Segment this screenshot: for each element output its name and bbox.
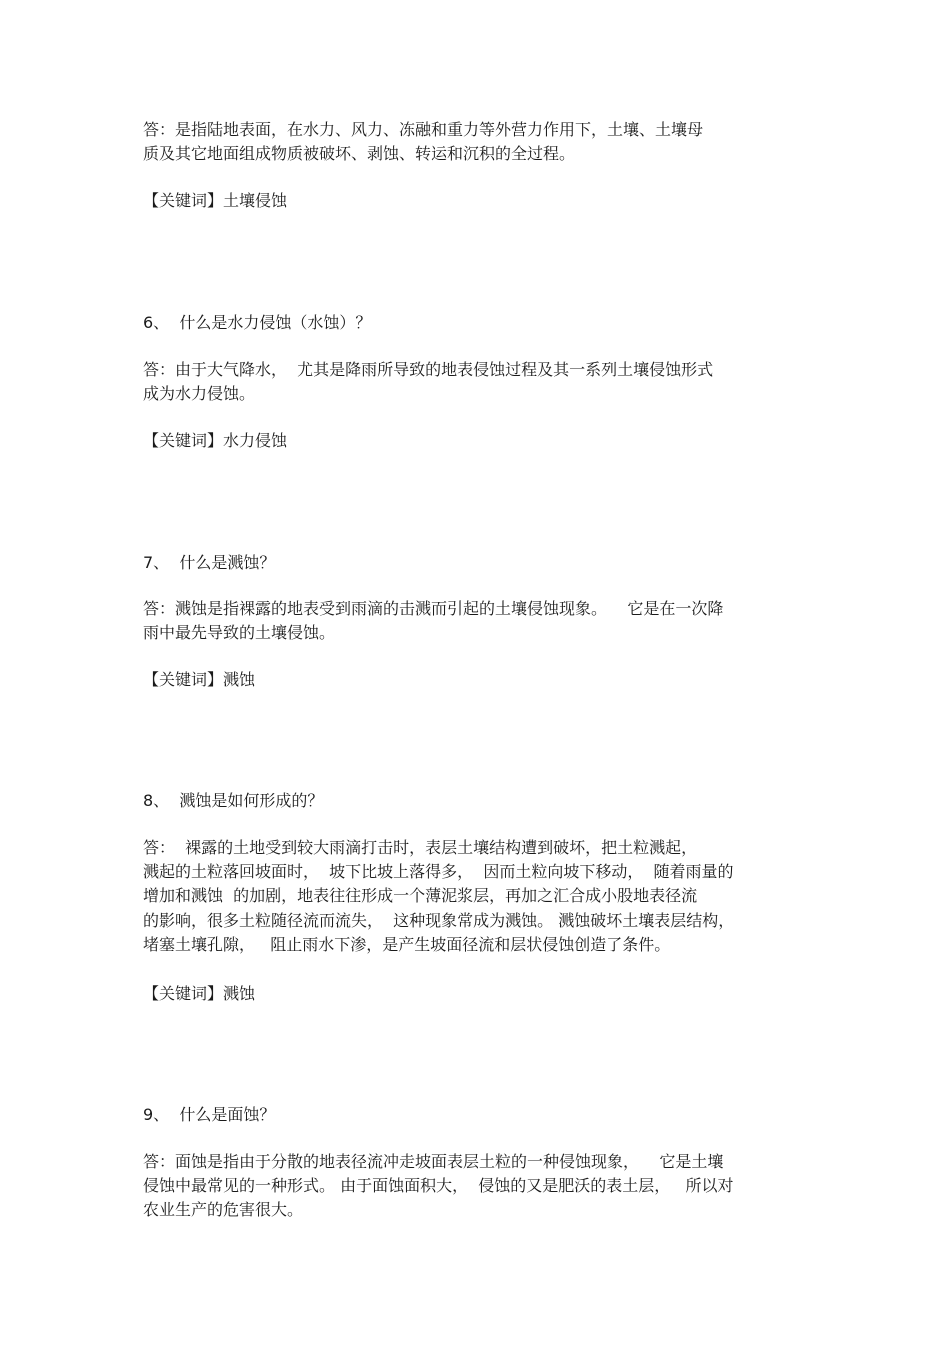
answer-7-line-1: 答：溅蚀是指裸露的地表受到雨滴的击溅而引起的土壤侵蚀现象。 它是在一次降 <box>143 599 724 618</box>
keyword-6: 【关键词】水力侵蚀 <box>143 431 288 450</box>
answer-7-line-2: 雨中最先导致的土壤侵蚀。 <box>143 623 336 642</box>
question-7: 7、 什么是溅蚀？ <box>143 553 276 572</box>
answer-6-line-1: 答：由于大气降水， 尤其是降雨所导致的地表侵蚀过程及其一系列土壤侵蚀形式 <box>143 360 714 379</box>
answer-6-line-2: 成为水力侵蚀。 <box>143 384 256 403</box>
answer-5-line-1: 答：是指陆地表面，在水力、风力、冻融和重力等外营力作用下，土壤、土壤母 <box>143 120 704 139</box>
answer-9-line-2: 侵蚀中最常见的一种形式。 由于面蚀面积大， 侵蚀的又是肥沃的表土层， 所以对 <box>143 1176 734 1195</box>
question-6: 6、 什么是水力侵蚀（水蚀）？ <box>143 313 372 332</box>
answer-8-line-4: 的影响，很多土粒随径流而流失， 这种现象常成为溅蚀。 溅蚀破坏土壤表层结构， <box>143 911 735 930</box>
answer-9-line-1: 答：面蚀是指由于分散的地表径流冲走坡面表层土粒的一种侵蚀现象， 它是土壤 <box>143 1152 724 1171</box>
answer-5-line-2: 质及其它地面组成物质被破坏、剥蚀、转运和沉积的全过程。 <box>143 144 576 163</box>
answer-8-line-5: 堵塞土壤孔隙， 阻止雨水下渗，是产生坡面径流和层状侵蚀创造了条件。 <box>143 935 671 954</box>
keyword-5: 【关键词】土壤侵蚀 <box>143 191 288 210</box>
answer-8-line-1: 答： 裸露的土地受到较大雨滴打击时，表层土壤结构遭到破坏，把土粒溅起， <box>143 838 698 857</box>
answer-9-line-3: 农业生产的危害很大。 <box>143 1200 304 1219</box>
keyword-8: 【关键词】溅蚀 <box>143 984 256 1003</box>
keyword-7: 【关键词】溅蚀 <box>143 670 256 689</box>
question-8: 8、 溅蚀是如何形成的？ <box>143 791 324 810</box>
answer-8-line-2: 溅起的土粒落回坡面时， 坡下比坡上落得多， 因而土粒向坡下移动， 随着雨量的 <box>143 862 734 881</box>
question-9: 9、 什么是面蚀？ <box>143 1105 276 1124</box>
answer-8-line-3: 增加和溅蚀 的加剧，地表往往形成一个薄泥浆层，再加之汇合成小股地表径流 <box>143 886 698 905</box>
